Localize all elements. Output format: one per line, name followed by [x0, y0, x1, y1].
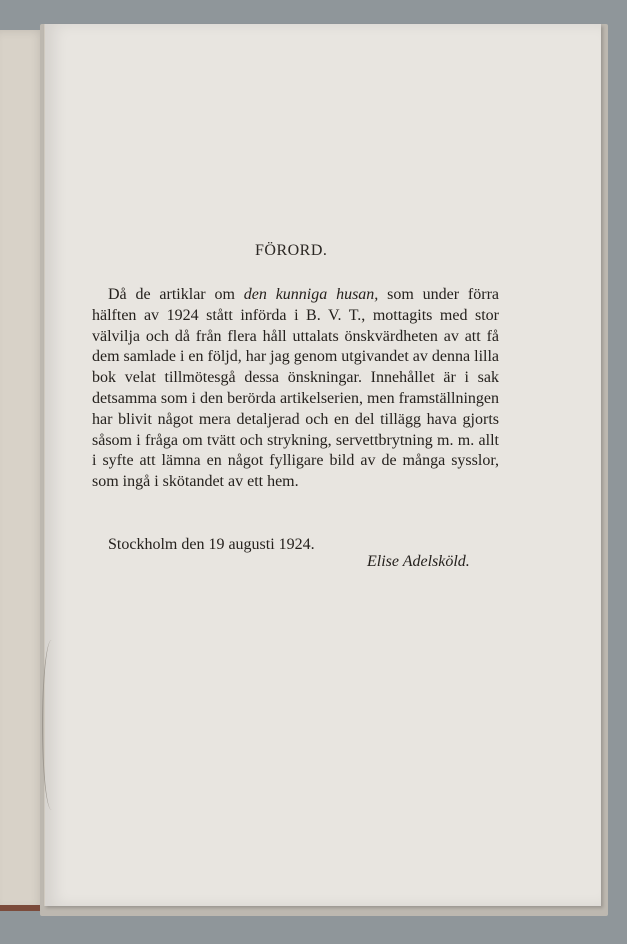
gutter-curve — [42, 640, 61, 810]
body-text — [92, 285, 499, 493]
intro-suffix: som under förra hälften av 1924 stått införda i B. V. T., mottagits med stor välvilja och då från flera håll uttalats önskvärdheten av att få dem samlade i en följd, har jag genom utgivandet av denna lilla bok velat tillmötesgå dessa önskningar. Innehållet är i sak detsamma som i den berörda artikelserien, men framställningen har blivit något mera detaljerad och en del tillägg hava gjorts såsom i fråga om tvätt och strykning, servettbrytning m. m. allt i syfte att lämna en något fylligare bild av de många sysslor, som ingå i skötandet av ett hem. — [92, 286, 500, 491]
page-title: FÖRORD. — [255, 242, 328, 259]
intro-italic: den kunniga husan, — [243, 286, 379, 303]
signature: Elise Adelsköld. — [367, 553, 470, 570]
intro-prefix: Då de artiklar om — [108, 286, 244, 303]
place-date: Stockholm den 19 augusti 1924. — [108, 536, 315, 553]
intro-paragraph — [92, 285, 499, 493]
